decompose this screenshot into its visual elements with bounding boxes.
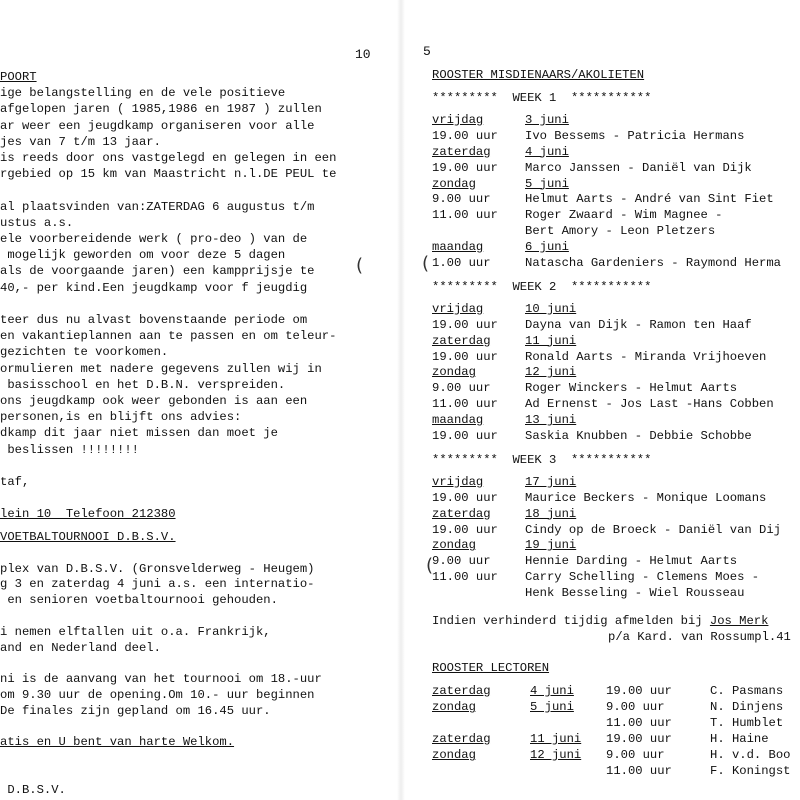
article-line: teer dus nu alvast bovenstaande periode om <box>0 313 308 327</box>
article-line: en vakantieplannen aan te passen en om teleur- <box>0 329 337 344</box>
row-day: 11.00 uur <box>432 208 498 223</box>
article-line: i nemen elftallen uit o.a. Frankrijk, <box>0 624 271 639</box>
row-day: zondag <box>432 176 476 191</box>
lector-row <box>408 764 800 778</box>
row-day: zondag <box>432 538 476 553</box>
row-day: 1.00 uur <box>432 256 491 270</box>
lector-time: 9.00 uur <box>606 748 665 762</box>
row-names: 3 juni <box>525 112 569 127</box>
lector-row <box>408 716 800 730</box>
row-day: 11.00 uur <box>432 570 498 585</box>
lector-name: H. Haine <box>710 732 769 746</box>
article-line: is reeds door ons vastgelegd en gelegen in een <box>0 151 337 165</box>
row-names: Henk Besseling - Wiel Rousseau <box>525 586 745 601</box>
article-line: POORT <box>0 70 37 84</box>
row-names: Natascha Gardeniers - Raymond Herma <box>525 256 781 270</box>
row-names: Ivo Bessems - Patricia Hermans <box>525 128 745 143</box>
row-day: zondag <box>432 365 476 380</box>
schedule-row <box>408 381 800 395</box>
lector-day: zondag <box>432 748 476 762</box>
notice-address: p/a Kard. van Rossumpl.41 <box>608 630 791 644</box>
binding-mark: ( <box>356 255 364 276</box>
row-names: Carry Schelling - Clemens Moes - <box>525 570 760 585</box>
day-row <box>408 413 800 427</box>
article-line: gezichten te voorkomen. <box>0 345 169 360</box>
row-day: vrijdag <box>432 474 484 489</box>
article-line: 40,- per kind.Een jeugdkamp voor f jeugdig <box>0 280 308 295</box>
article-line: and en Nederland deel. <box>0 640 161 655</box>
schedule-row <box>408 570 800 584</box>
schedule-row <box>408 350 800 364</box>
row-names: 6 juni <box>525 240 569 255</box>
week-header: ********* WEEK 1 *********** <box>432 91 652 105</box>
row-day: 19.00 uur <box>432 160 498 175</box>
day-row <box>408 538 800 552</box>
schedule-row <box>408 429 800 443</box>
lector-row <box>408 732 800 746</box>
article-line: al plaatsvinden van:ZATERDAG 6 augustus t/m <box>0 199 315 214</box>
row-day: 9.00 uur <box>432 554 491 569</box>
day-row <box>408 365 800 379</box>
right-page <box>408 0 800 800</box>
schedule-row <box>408 256 800 270</box>
row-names: Hennie Darding - Helmut Aarts <box>525 554 738 569</box>
day-row <box>408 334 800 348</box>
right-page-number: 5 <box>423 44 431 59</box>
article-line: plex van D.B.S.V. (Gronsvelderweg - Heugem) <box>0 561 315 576</box>
article-line: beslissen !!!!!!!! <box>0 442 139 457</box>
article-line: g 3 en zaterdag 4 juni a.s. een internatio- <box>0 577 315 592</box>
article-line: taf, <box>0 475 30 489</box>
row-names: 10 juni <box>525 301 577 316</box>
row-day: 19.00 uur <box>432 522 498 537</box>
day-row <box>408 113 800 127</box>
row-names: 5 juni <box>525 176 569 191</box>
row-names: Ad Ernenst - Jos Last -Hans Cobben <box>525 397 774 412</box>
row-names: 18 juni <box>525 506 577 521</box>
day-row <box>408 302 800 316</box>
article-line: als de voorgaande jaren) een kampprijsje te <box>0 264 315 279</box>
row-day: 19.00 uur <box>432 490 498 505</box>
article-line: ons jeugdkamp ook weer gebonden is aan een <box>0 394 308 408</box>
row-names: 12 juni <box>525 365 577 380</box>
row-day: zaterdag <box>432 333 491 348</box>
lector-row <box>408 684 800 698</box>
row-names: Marco Janssen - Daniël van Dijk <box>525 160 752 175</box>
lector-time: 19.00 uur <box>606 732 672 746</box>
article-line: ele voorbereidende werk ( pro-deo ) van de <box>0 232 308 246</box>
row-names: Dayna van Dijk - Ramon ten Haaf <box>525 317 752 332</box>
schedule-row <box>408 161 800 175</box>
schedule-row <box>408 397 800 411</box>
lectoren-title: ROOSTER LECTOREN <box>432 661 550 675</box>
binding-mark-right: ( <box>422 253 430 274</box>
day-row <box>408 177 800 191</box>
row-names: Saskia Knubben - Debbie Schobbe <box>525 429 752 443</box>
row-day: maandag <box>432 240 484 255</box>
row-names: 17 juni <box>525 474 577 489</box>
article-line: lein 10 Telefoon 212380 <box>0 507 176 522</box>
left-page-number: 10 <box>355 47 371 62</box>
lector-time: 11.00 uur <box>606 716 672 730</box>
day-row <box>408 475 800 489</box>
lector-time: 11.00 uur <box>606 764 672 778</box>
schedule-row <box>408 318 800 332</box>
article-line: ar weer een jeugdkamp organiseren voor alle <box>0 118 315 133</box>
row-day: 19.00 uur <box>432 429 498 443</box>
article-line: VOETBALTOURNOOI D.B.S.V. <box>0 530 176 544</box>
row-day: 9.00 uur <box>432 192 491 207</box>
row-day: 19.00 uur <box>432 349 498 364</box>
row-names: 11 juni <box>525 333 577 348</box>
rooster-title: ROOSTER MISDIENAARS/AKOLIETEN <box>432 68 645 82</box>
notice-line <box>432 614 768 628</box>
lector-time: 19.00 uur <box>606 684 672 698</box>
article-line: personen,is en blijft ons advies: <box>0 410 242 425</box>
lector-name: N. Dinjens <box>710 700 784 714</box>
row-names: Cindy op de Broeck - Daniël van Dij <box>525 522 781 537</box>
lector-name: H. v.d. Boo <box>710 748 791 762</box>
row-names: 13 juni <box>525 413 577 428</box>
schedule-row <box>408 491 800 505</box>
row-names: Helmut Aarts - André van Sint Fiet <box>525 192 774 207</box>
schedule-row <box>408 554 800 568</box>
article-line: ni is de aanvang van het tournooi om 18.-uur <box>0 672 322 687</box>
page-fold <box>397 0 405 800</box>
left-page <box>0 0 395 800</box>
row-day: 9.00 uur <box>432 381 491 396</box>
lector-name: C. Pasmans <box>710 684 784 698</box>
article-line: D.B.S.V. <box>0 782 66 797</box>
row-names: 19 juni <box>525 538 577 553</box>
article-line: atis en U bent van harte Welkom. <box>0 735 235 750</box>
article-line: rgebied op 15 km van Maastricht n.l.DE PEUL te <box>0 167 337 182</box>
article-line: om 9.30 uur de opening.Om 10.- uur beginnen <box>0 688 315 702</box>
schedule-row <box>408 208 800 222</box>
day-row <box>408 145 800 159</box>
article-line: ormulieren met nadere gegevens zullen wij in <box>0 361 322 376</box>
lector-name: F. Koningst <box>710 764 791 778</box>
article-line: De finales zijn gepland om 16.45 uur. <box>0 703 271 718</box>
lector-day: zaterdag <box>432 732 491 746</box>
row-day: 11.00 uur <box>432 397 498 412</box>
row-day: 19.00 uur <box>432 128 498 143</box>
lector-day: zaterdag <box>432 684 491 698</box>
notice-contact-name: Jos Merk <box>709 614 769 628</box>
lector-date: 4 juni <box>530 684 574 698</box>
row-names: Roger Winckers - Helmut Aarts <box>525 381 738 396</box>
lector-date: 12 juni <box>530 748 582 762</box>
row-day: zaterdag <box>432 144 491 159</box>
row-day: 19.00 uur <box>432 317 498 332</box>
row-day: zaterdag <box>432 506 491 521</box>
article-line: afgelopen jaren ( 1985,1986 en 1987 ) zullen <box>0 102 322 117</box>
week-header: ********* WEEK 3 *********** <box>432 452 652 467</box>
article-line: jes van 7 t/m 13 jaar. <box>0 134 161 149</box>
lector-day: zondag <box>432 700 476 714</box>
article-line: mogelijk geworden om voor deze 5 dagen <box>0 248 286 263</box>
row-names: 4 juni <box>525 144 569 159</box>
week-header: ********* WEEK 2 *********** <box>432 279 652 294</box>
row-day: vrijdag <box>432 301 484 316</box>
schedule-row <box>408 224 800 238</box>
article-line: ustus a.s. <box>0 215 74 230</box>
row-names: Ronald Aarts - Miranda Vrijhoeven <box>525 349 767 364</box>
row-day: maandag <box>432 413 484 428</box>
lector-row <box>408 700 800 714</box>
lector-date: 5 juni <box>530 700 574 714</box>
day-row <box>408 240 800 254</box>
row-names: Bert Amory - Leon Pletzers <box>525 224 716 239</box>
row-names: Maurice Beckers - Monique Loomans <box>525 490 767 505</box>
row-day: vrijdag <box>432 112 484 127</box>
article-line: dkamp dit jaar niet missen dan moet je <box>0 426 278 441</box>
schedule-row <box>408 586 800 600</box>
row-names: Roger Zwaard - Wim Magnee - <box>525 208 723 223</box>
article-line: basisschool en het D.B.N. verspreiden. <box>0 377 286 392</box>
schedule-row <box>408 192 800 206</box>
lector-name: T. Humblet <box>710 716 784 730</box>
lector-date: 11 juni <box>530 732 582 746</box>
lector-time: 9.00 uur <box>606 700 665 714</box>
day-row <box>408 507 800 521</box>
article-line: ige belangstelling en de vele positieve <box>0 86 286 101</box>
article-line: en senioren voetbaltournooi gehouden. <box>0 593 278 608</box>
schedule-row <box>408 523 800 537</box>
schedule-row <box>408 129 800 143</box>
notice-text: Indien verhinderd tijdig afmelden bij <box>432 614 710 628</box>
lector-row <box>408 748 800 762</box>
binding-mark-right-2: ( <box>426 555 434 576</box>
